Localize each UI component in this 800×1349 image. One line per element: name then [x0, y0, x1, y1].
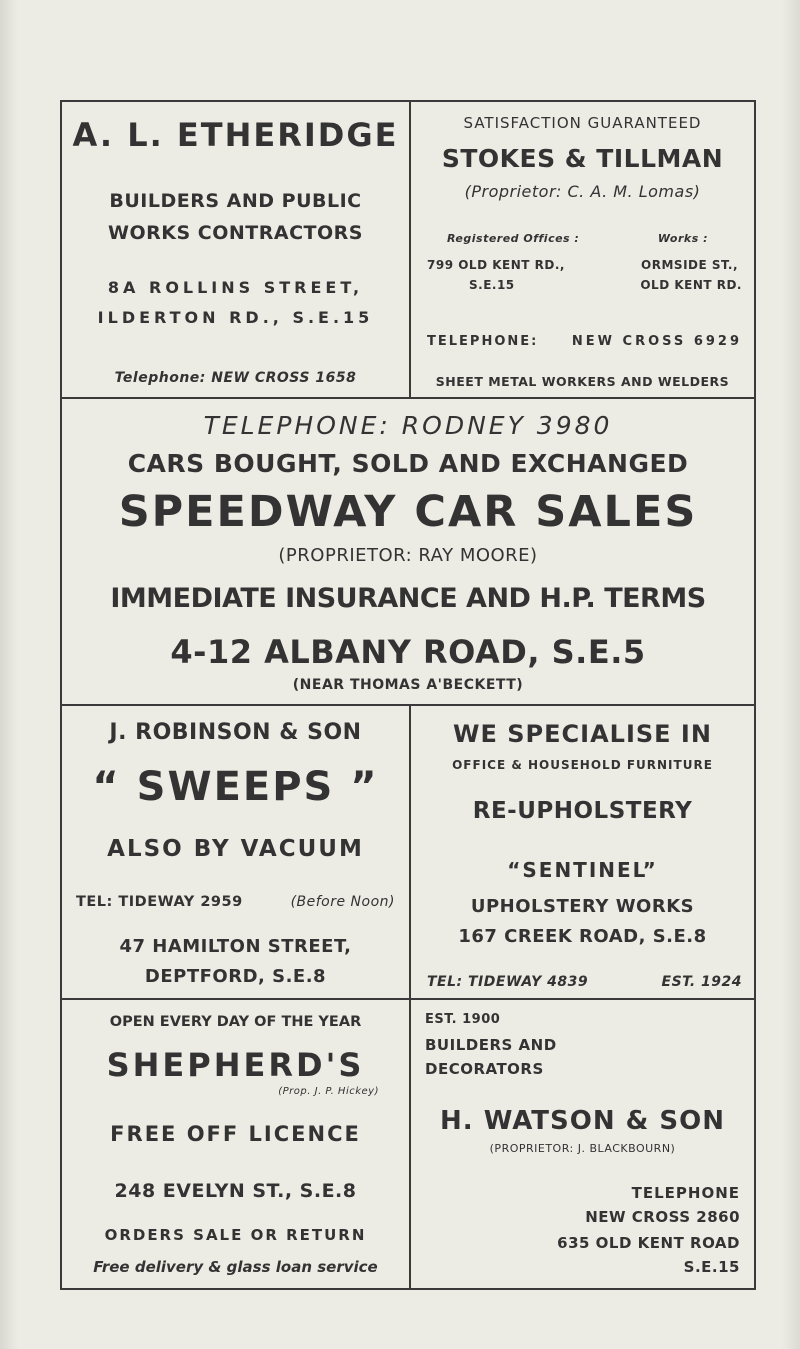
- watson-address-1: 635 OLD KENT ROAD: [557, 1234, 740, 1252]
- sentinel-works: UPHOLSTERY WORKS: [470, 896, 695, 917]
- watson-name: H. WATSON & SON: [440, 1106, 725, 1136]
- watson-line2: DECORATORS: [425, 1060, 544, 1078]
- stokes-phone-label: TELEPHONE:: [427, 334, 539, 349]
- shepherds-delivery: Free delivery & glass loan service: [93, 1258, 378, 1276]
- stokes-name: STOKES & TILLMAN: [441, 144, 724, 173]
- watson-line1: BUILDERS AND: [425, 1036, 557, 1054]
- sentinel-address: 167 CREEK ROAD, S.E.8: [458, 926, 707, 947]
- shepherds-name: SHEPHERD'S: [106, 1046, 365, 1084]
- etheridge-address-2: ILDERTON RD., S.E.15: [97, 308, 374, 327]
- robinson-tel-note: (Before Noon): [290, 894, 395, 910]
- shepherds-open: OPEN EVERY DAY OF THE YEAR: [109, 1014, 362, 1030]
- speedway-proprietor: (PROPRIETOR: RAY MOORE): [278, 545, 538, 566]
- stokes-registered-address-1: 799 OLD KENT RD.,: [427, 258, 565, 272]
- shepherds-orders: ORDERS SALE OR RETURN: [104, 1226, 367, 1244]
- ad-stokes-tillman: [411, 102, 754, 399]
- stokes-phone-value: NEW CROSS 6929: [571, 334, 742, 349]
- robinson-tel: TEL: TIDEWAY 2959: [76, 894, 243, 910]
- watson-phone-label: TELEPHONE: [631, 1184, 740, 1202]
- ad-speedway-car-sales: [62, 399, 754, 706]
- sentinel-line1: OFFICE & HOUSEHOLD FURNITURE: [452, 758, 713, 772]
- robinson-sweeps: “ SWEEPS ”: [92, 764, 379, 810]
- robinson-address-2: DEPTFORD, S.E.8: [144, 966, 327, 987]
- stokes-registered-address-2: S.E.15: [469, 278, 515, 292]
- watson-address-2: S.E.15: [683, 1258, 740, 1276]
- sentinel-name: “SENTINEL”: [507, 858, 658, 882]
- speedway-name: SPEEDWAY CAR SALES: [118, 487, 698, 537]
- speedway-address: 4-12 ALBANY ROAD, S.E.5: [170, 633, 646, 671]
- speedway-near: (NEAR THOMAS A'BECKETT): [292, 677, 524, 693]
- sentinel-tel: TEL: TIDEWAY 4839: [427, 974, 589, 990]
- shepherds-prop: (Prop. J. P. Hickey): [278, 1086, 379, 1097]
- stokes-proprietor: (Proprietor: C. A. M. Lomas): [464, 182, 701, 201]
- ad-shepherds: [62, 1000, 411, 1288]
- etheridge-phone: Telephone: NEW CROSS 1658: [114, 370, 357, 386]
- robinson-vacuum: ALSO BY VACUUM: [107, 836, 364, 862]
- watson-proprietor: (PROPRIETOR: J. BLACKBOURN): [489, 1142, 676, 1155]
- robinson-name: J. ROBINSON & SON: [109, 720, 362, 745]
- stokes-registered-label: Registered Offices :: [447, 232, 580, 245]
- etheridge-line2: WORKS CONTRACTORS: [108, 222, 363, 244]
- sentinel-line2: RE-UPHOLSTERY: [472, 798, 693, 824]
- robinson-address-1: 47 HAMILTON STREET,: [119, 936, 352, 957]
- etheridge-line1: BUILDERS AND PUBLIC: [109, 190, 362, 212]
- advertisement-page: [60, 100, 756, 1290]
- stokes-trade: SHEET METAL WORKERS AND WELDERS: [435, 374, 730, 389]
- watson-est: EST. 1900: [425, 1012, 501, 1027]
- ad-watson-son: [411, 1000, 754, 1288]
- shepherds-licence: FREE OFF LICENCE: [110, 1122, 361, 1146]
- stokes-works-address-1: ORMSIDE ST.,: [641, 258, 738, 272]
- stokes-tagline: SATISFACTION GUARANTEED: [463, 114, 702, 132]
- speedway-line1: CARS BOUGHT, SOLD AND EXCHANGED: [127, 449, 689, 478]
- sentinel-est: EST. 1924: [661, 974, 742, 990]
- ad-sentinel-upholstery: [411, 706, 754, 1000]
- speedway-phone: TELEPHONE: RODNEY 3980: [203, 411, 613, 440]
- stokes-works-address-2: OLD KENT RD.: [640, 278, 742, 292]
- stokes-works-label: Works :: [657, 232, 708, 245]
- etheridge-address-1: 8A ROLLINS STREET,: [107, 278, 364, 297]
- sentinel-headline: WE SPECIALISE IN: [453, 720, 712, 748]
- watson-phone-value: NEW CROSS 2860: [585, 1208, 740, 1226]
- shepherds-address: 248 EVELYN ST., S.E.8: [114, 1180, 357, 1202]
- etheridge-name: A. L. ETHERIDGE: [72, 116, 399, 154]
- ad-etheridge: [62, 102, 411, 399]
- speedway-terms: IMMEDIATE INSURANCE AND H.P. TERMS: [110, 583, 706, 614]
- ad-robinson-sweeps: [62, 706, 411, 1000]
